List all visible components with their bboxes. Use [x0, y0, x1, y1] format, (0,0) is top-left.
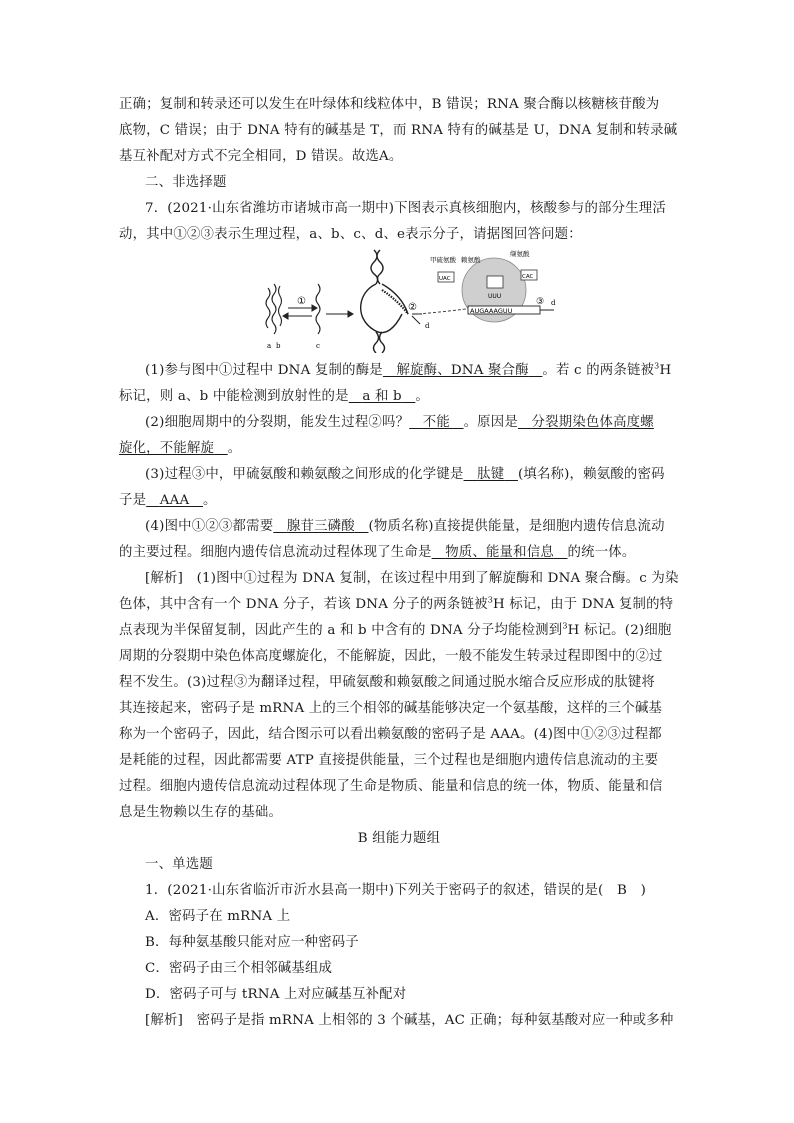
answer-blank: 物质、能量和信息	[445, 545, 554, 560]
label-methionine: 甲硫氨酸	[430, 256, 456, 264]
label-process-2: ②	[408, 302, 417, 313]
mrna-sequence: AUGAAAGUU	[470, 307, 513, 315]
label-process-3: ③	[536, 297, 545, 307]
label-lysine: 赖氨酸	[461, 256, 481, 264]
label-a: a	[267, 342, 272, 350]
text-line: 正确；复制和转录还可以发生在叶绿体和线粒体中，B 错误；RNA 聚合酶以核糖核苷酸为	[119, 97, 660, 112]
analysis-line: [解析] (1)图中①过程为 DNA 复制，在该过程中用到了解旋酶和 DNA 聚合酶。c 为染	[145, 571, 679, 586]
section-heading: 二、非选择题	[145, 175, 227, 190]
label-d-right: d	[551, 299, 556, 307]
analysis-line: 息是生物赖以生存的基础。	[119, 805, 283, 820]
analysis-line: 是耗能的过程，因此都需要 ATP 直接提供能量，三个过程也是细胞内遗传信息流动的主要	[119, 753, 659, 768]
analysis-tag: [解析]	[145, 571, 184, 586]
text-line: 底物，C 错误；由于 DNA 特有的碱基是 T，而 RNA 特有的碱基是 U，DNA 复制和转录碱	[119, 123, 678, 138]
nucleic-acid-process-diagram	[262, 248, 562, 353]
analysis-line: 过程。细胞内遗传信息流动过程体现了生命是物质、能量和信息的统一体，物质、能量和信	[119, 779, 663, 794]
anticodon-uac: UAC	[439, 276, 451, 282]
answer-blank: 分裂期染色体高度螺	[531, 415, 654, 430]
answer-blank: 旋化，不能解旋	[119, 441, 215, 456]
analysis-line: 点表现为半保留复制，因此产生的 a 和 b 中含有的 DNA 分子均能检测到$^3$H 标记。(2)细胞	[119, 621, 672, 638]
analysis-line: 程不发生。(3)过程③为翻译过程，甲硫氨酸和赖氨酸之间通过脱水缩合反应形成的肽键将	[119, 675, 656, 690]
question-7-part-3: (3)过程③中，甲硫氨酸和赖氨酸之间形成的化学键是 肽键 (填名称)，赖氨酸的密码	[145, 467, 665, 482]
label-d-left: d	[425, 322, 430, 330]
option-c: C．密码子由三个相邻碱基组成	[145, 961, 333, 976]
answer-blank: 解旋酶、DNA 聚合酶	[396, 363, 529, 378]
question-7-part-1: (1)参与图中①过程中 DNA 复制的酶是 解旋酶、DNA 聚合酶 。若 c 的两条链被$^3$H	[145, 361, 672, 378]
question-7-part-2: (2)细胞周期中的分裂期，能发生过程②吗？ 不能 。原因是 分裂期染色体高度螺	[145, 415, 654, 430]
label-c: c	[316, 342, 320, 350]
ribosome	[462, 258, 554, 322]
question-7-part-1-cont: 标记，则 a、b 中能检测到放射性的是 a 和 b 。	[119, 389, 429, 404]
option-d: D．密码子可与 tRNA 上对应碱基互补配对	[145, 987, 407, 1002]
question-7-stem: 动，其中①②③表示生理过程，a、b、c、d、e表示分子，请据图回答问题：	[119, 227, 582, 242]
question-7-stem: 7．(2021·山东省潍坊市诸城市高一期中)下图表示真核细胞内，核酸参与的部分生理活	[145, 201, 666, 216]
anticodon-cac: CAC	[522, 274, 534, 280]
question-7-part-2-cont: 旋化，不能解旋 。	[119, 441, 242, 456]
answer-blank: 肽键	[477, 467, 505, 482]
analysis-line: 其连接起来，密码子是 mRNA 上的三个相邻的碱基能够决定一个氨基酸，这样的三个碱基	[119, 701, 663, 716]
question-7-part-3-cont: 子是 AAA 。	[119, 493, 217, 508]
section-heading: 一、单选题	[145, 857, 213, 872]
process-1-arrows	[283, 305, 353, 319]
answer-blank: a 和 b	[362, 389, 402, 404]
analysis-tag: [解析]	[145, 1013, 184, 1028]
question-7-part-4: (4)图中①②③都需要 腺苷三磷酸 (物质名称)直接提供能量，是细胞内遗传信息流动	[145, 519, 665, 534]
label-b: b	[276, 342, 281, 350]
question-b1-stem: 1．(2021·山东省临沂市沂水县高一期中)下列关于密码子的叙述，错误的是( B )	[145, 883, 647, 898]
answer-blank: AAA	[159, 493, 190, 508]
analysis-line: 色体，其中含有一个 DNA 分子，若该 DNA 分子的两条链被$^3$H 标记，由于 DNA 复制的特	[119, 595, 674, 612]
analysis-line: 称为一个密码子，因此，结合图示可以看出赖氨酸的密码子是 AAA。(4)图中①②③过程都	[119, 727, 662, 742]
answer-blank: 不能	[422, 415, 450, 430]
label-process-1: ①	[297, 296, 306, 307]
label-valine: 缬氨酸	[510, 250, 530, 258]
answer-blank: 腺苷三磷酸	[286, 519, 355, 534]
analysis-line: [解析] 密码子是指 mRNA 上相邻的 3 个碱基，AC 正确；每种氨基酸对应一种或多种	[145, 1013, 674, 1028]
text-line: 基互补配对方式不完全相同，D 错误。故选A。	[119, 149, 403, 164]
question-7-part-4-cont: 的主要过程。细胞内遗传信息流动过程体现了生命是 物质、能量和信息 的统一体。	[119, 545, 636, 560]
codon-uuu: UUU	[488, 293, 502, 300]
group-heading: B 组能力题组	[357, 831, 441, 846]
option-b: B．每种氨基酸只能对应一种密码子	[145, 935, 359, 950]
option-a: A．密码子在 mRNA 上	[145, 909, 291, 924]
dna-replication-bubble	[361, 250, 408, 353]
analysis-line: 周期的分裂期中染色体高度螺旋化，不能解旋，因此，一般不能发生转录过程即图中的②过	[119, 649, 663, 664]
